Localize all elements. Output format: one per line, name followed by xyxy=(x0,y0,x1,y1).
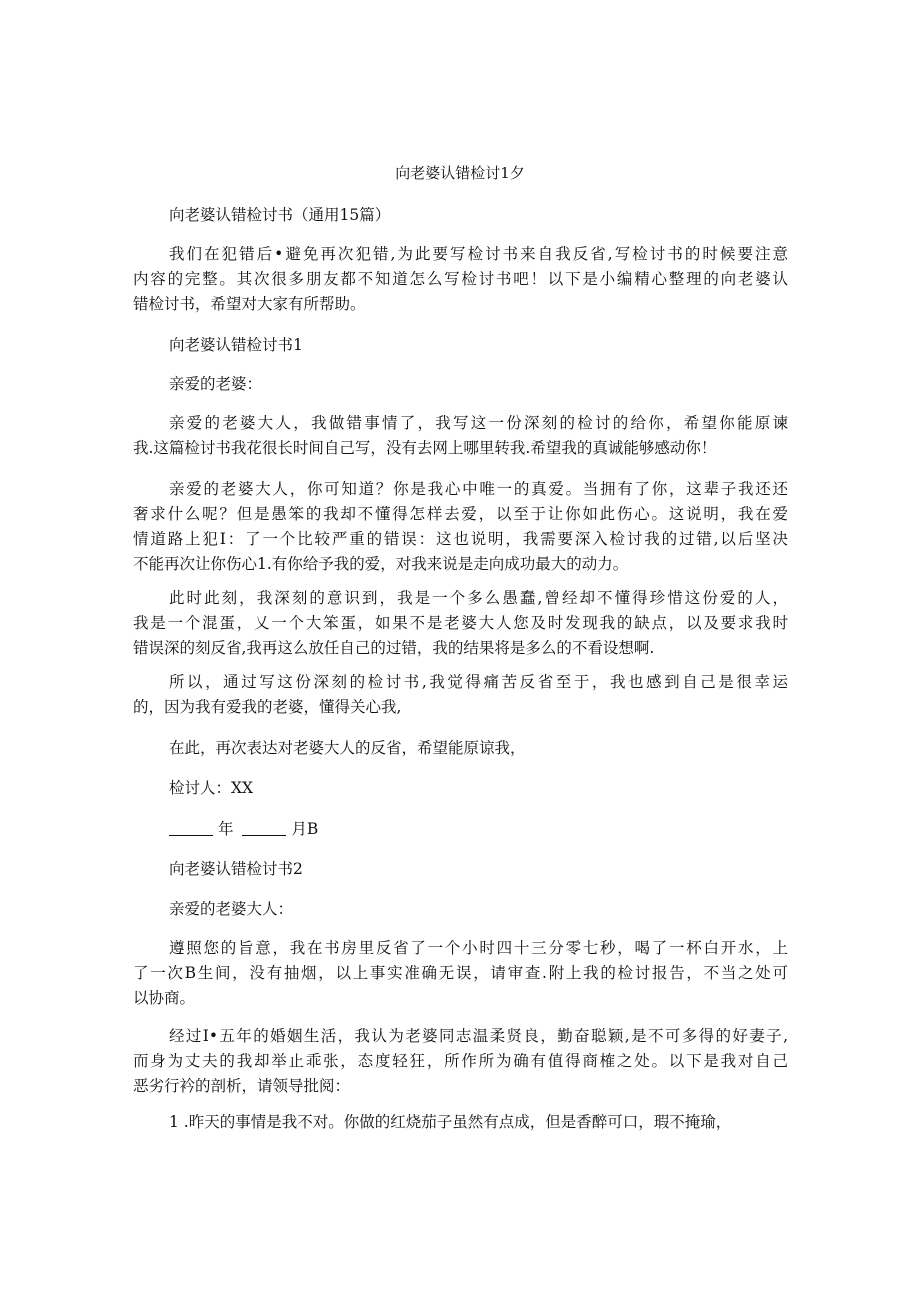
intro-line: 错检讨书，希望对大家有所帮助。 xyxy=(133,295,366,313)
paragraph-line: 亲爱的老婆大人，我做错事情了，我写这一份深刻的检讨的给你，希望你能原谏 xyxy=(169,414,788,432)
month-blank xyxy=(242,819,286,836)
paragraph-line: 了一次B生间，没有抽烟，以上事实准确无误，请审查.附上我的检讨报告，不当之处可 xyxy=(133,964,788,982)
letter2-heading: 向老婆认错检讨书2 xyxy=(169,860,303,878)
year-blank xyxy=(169,819,213,836)
paragraph-line: 遵照您的旨意，我在书房里反省了一个小时四十三分零七秒，喝了一杯白开水，上 xyxy=(169,939,788,957)
paragraph-line: 恶劣行衿的剖析，请领导批阅： xyxy=(133,1077,351,1095)
letter1-paragraph-5: 在此，再次表达对老婆大人的反省，希望能原谅我， xyxy=(169,739,526,757)
document-title: 向老婆认错检讨1夕 xyxy=(395,164,525,182)
letter1-heading: 向老婆认错检讨书1 xyxy=(169,336,303,354)
letter1-paragraph-3 xyxy=(133,586,788,661)
paragraph-line: 所以，通过写这份深刻的检讨书,我觉得痛苦反省至于，我也感到自己是很幸运 xyxy=(169,673,788,691)
intro-paragraph xyxy=(133,242,788,317)
paragraph-line: 1 .昨天的事情是我不对。你做的红烧茄子虽然有点成，但是香醉可口，瑕不掩瑜， xyxy=(169,1113,732,1131)
paragraph-line: 我.这篇检讨书我花很长时间自己写，没有去网上哪里转我.希望我的真诚能够感动你！ xyxy=(133,439,717,457)
paragraph-line: 的，因为我有爱我的老婆，懂得关心我, xyxy=(133,698,402,716)
letter1-signer: 检讨人：XX xyxy=(169,779,254,797)
paragraph-line: 我是一个混蛋，乂一个大笨蛋，如果不是老婆大人您及时发现我的缺点，以及要求我时 xyxy=(133,614,788,632)
letter1-paragraph-2 xyxy=(133,477,788,577)
paragraph-line: 不能再次让你伤心1.有你给予我的爱，对我来说是走向成功最大的动力。 xyxy=(133,555,629,573)
letter2-paragraph-2 xyxy=(133,1024,788,1099)
letter2-salutation: 亲爱的老婆大人： xyxy=(169,900,294,918)
paragraph-line: 亲爱的老婆大人，你可知道？你是我心中唯一的真爱。当拥有了你，这辈子我还还 xyxy=(169,480,788,498)
year-label: 年 xyxy=(217,820,234,838)
letter1-date-line xyxy=(169,817,318,842)
paragraph-line: 而身为丈夫的我却举止乖张，态度轻狂，所作所为确有值得商榷之处。以下是我对自己 xyxy=(133,1052,788,1070)
paragraph-line: 错误深的刻反省,我再这么放任自己的过错，我的结果将是多么的不看设想啊. xyxy=(133,639,655,657)
paragraph-line: 此时此刻，我深刻的意识到，我是一个多么愚蠢,曾经却不懂得珍惜这份爱的人， xyxy=(169,589,788,607)
letter2-paragraph-1 xyxy=(133,936,788,1011)
letter1-paragraph-1 xyxy=(133,411,788,461)
letter1-paragraph-4 xyxy=(133,670,788,720)
month-label: 月B xyxy=(291,820,319,838)
letter1-salutation: 亲爱的老婆： xyxy=(169,375,263,393)
paragraph-line: 情道路上犯I：了一个比较严重的错误：这也说明，我需要深入检讨我的过错,以后坚决 xyxy=(133,530,788,548)
document-subtitle: 向老婆认错检讨书（通用15篇） xyxy=(169,206,391,224)
intro-line: 我们在犯错后•避免再次犯错,为此要写检讨书来自我反省,写检讨书的时候要注意 xyxy=(169,245,788,263)
paragraph-line: 奢求什么呢？但是愚笨的我却不懂得怎样去爱，以至于让你如此伤心。这说明，我在爱 xyxy=(133,505,788,523)
intro-line: 内容的完整。其次很多朋友都不知道怎么写检讨书吧！以下是小编精心整理的向老婆认 xyxy=(133,270,788,288)
paragraph-line: 以协商。 xyxy=(133,989,196,1007)
letter2-item-1 xyxy=(133,1110,788,1135)
paragraph-line: 经过I•五年的婚姻生活，我认为老婆同志温柔贤良，勤奋聪颖,是不可多得的好妻子, xyxy=(169,1027,788,1045)
